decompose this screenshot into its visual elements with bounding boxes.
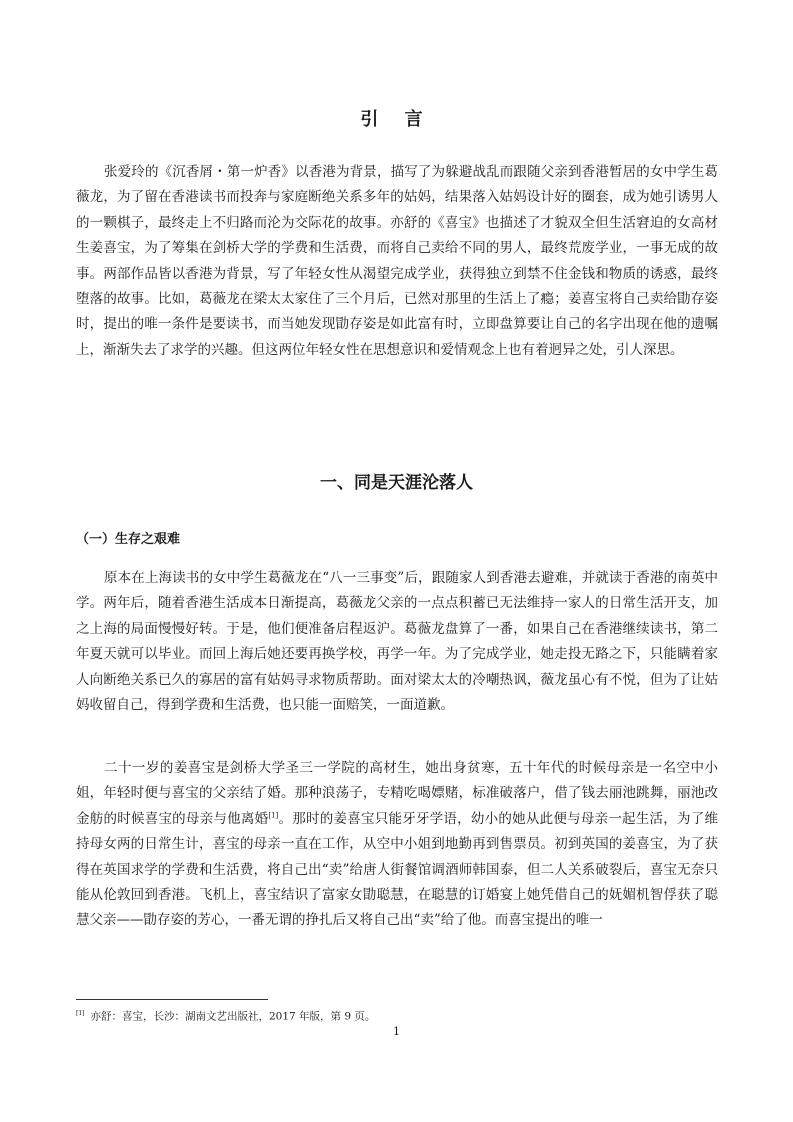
footnote-text: 亦舒：喜宝，长沙：湖南文艺出版社，2017 年版，第 9 页。 [90, 1010, 376, 1023]
page-number: 1 [393, 1025, 400, 1038]
section-title: 一、同是天涯沦落人 [320, 473, 473, 493]
footnote [76, 1007, 375, 1024]
footnote-divider [76, 999, 268, 1000]
body-paragraph-1: 原本在上海读书的女中学生葛薇龙在“八一三事变”后，跟随家人到香港去避难，并就读于香港的南英中学。两年后，随着香港生活成本日渐提高，葛薇龙父亲的一点点积蓄已无法维持一家人的日常生活开支，加之上海的局面慢慢好转。于是，他们便准备启程返沪。葛薇龙盘算了一番，如果自己在香港继续读书，第二年夏天就可以毕业。而回上海后她还要再换学校，再学一年。为了完成学业，她走投无路之下，只能瞒着家人向断绝关系已久的寡居的富有姑妈寻求物质帮助。面对梁太太的冷嘲热讽，薇龙虽心有不悦，但为了让姑妈收留自己，得到学费和生活费，也只能一面赔笑，一面道歉。 [76, 570, 718, 714]
footnote-reference[interactable]: [1] [268, 811, 279, 820]
footnote-marker: [1] [76, 1010, 85, 1017]
intro-paragraph: 张爱玲的《沉香屑・第一炉香》以香港为背景，描写了为躲避战乱而跟随父亲到香港暂居的女中学生葛薇龙，为了留在香港读书而投奔与家庭断绝关系多年的姑妈，结果落入姑妈设计好的圈套，成为她引诱男人的一颗棋子，最终走上不归路而沦为交际花的故事。亦舒的《喜宝》也描述了才貌双全但生活窘迫的女高材生姜喜宝，为了筹集在剑桥大学的学费和生活费，而将自己卖给不同的男人，最终荒废学业，一事无成的故事。两部作品皆以香港为背景，写了年轻女性从渴望完成学业，获得独立到禁不住金钱和物质的诱惑，最终堕落的故事。比如，葛薇龙在梁太太家住了三个月后，已然对那里的生活上了瘾；姜喜宝将自己卖给勖存姿时，提出的唯一条件是要读书，而当她发现勖存姿是如此富有时，立即盘算要让自己的名字出现在他的遗嘱上，渐渐失去了求学的兴趣。但这两位年轻女性在思想意识和爱情观念上也有着迥异之处，引人深思。 [76, 164, 718, 358]
paragraph-2-text-after-ref: 。那时的姜喜宝只能牙牙学语，幼小的她从此便与母亲一起生活，为了维持母女两的日常生计，喜宝的母亲一直在工作，从空中小姐到地勤再到售票员。初到英国的姜喜宝，为了获得在英国求学的学费和生活费，将自己出“卖”给唐人街餐馆调酒师韩国泰，但二人关系破裂后，喜宝无奈只能从伦敦回到香港。飞机上，喜宝结识了富家女勖聪慧，在聪慧的订婚宴上她凭借自己的妩媚机智俘获了聪慧父亲——勖存姿的芳心，一番无谓的挣扎后又将自己出“卖”给了他。而喜宝提出的唯一 [76, 810, 719, 929]
paragraph-2-text-before-ref: 二十一岁的姜喜宝是剑桥大学圣三一学院的高材生，她出身贫寒，五十年代的时候母亲是一名空中小姐，年轻时便与喜宝的父亲结了婚。那种浪荡子，专精吃喝嫖赌，标准破落户，借了钱去丽池跳舞，丽池改金舫的时候喜宝的母亲与他离婚 [76, 760, 718, 827]
body-paragraph-2 [76, 756, 718, 934]
intro-title: 引 言 [360, 109, 433, 130]
subsection-title: （一）生存之艰难 [76, 532, 181, 547]
